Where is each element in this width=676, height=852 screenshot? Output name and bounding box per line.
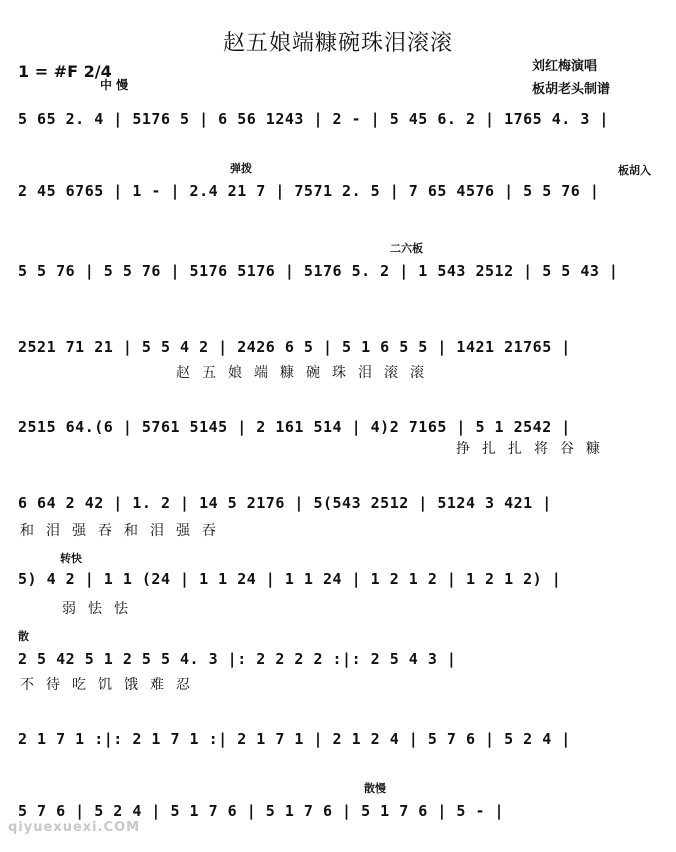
notation-row: 2521 71 21 | 5 5 4 2 | 2426 6 5 | 5 1 6 5 5 | 1421 21765 | [18, 338, 571, 356]
lyric-row: 不待吃饥饿难忍 [20, 677, 202, 693]
lyric-row: 和泪强吞和泪强吞 [20, 523, 228, 539]
score-line-8 [18, 630, 658, 693]
transcriber-credit: 板胡老头制谱 [532, 82, 611, 97]
site-watermark: qiyuexuexi.COM [8, 820, 141, 835]
tempo-section-mark: 二六板 [390, 242, 423, 255]
notation-row: 5 7 6 | 5 2 4 | 5 1 7 6 | 5 1 7 6 | 5 1 7 6 | 5 - | [18, 802, 505, 820]
score-line-9 [18, 720, 658, 760]
notation-row: 2 5 42 5 1 2 5 5 4. 3 |: 2 2 2 2 :|: 2 5 4 3 | [18, 650, 457, 668]
slow-free-tempo-mark: 散慢 [364, 782, 386, 795]
notation-row: 5 65 2. 4 | 5176 5 | 6 56 1243 | 2 - | 5 45 6. 2 | 1765 4. 3 | [18, 110, 609, 128]
key-signature: 1 = #F 2/4 [18, 62, 112, 81]
lyric-row: 挣扎扎将谷糠 [456, 441, 612, 457]
lyric-row: 赵五娘端糠碗珠泪滚滚 [176, 365, 436, 381]
score-line-4 [18, 328, 658, 381]
lyric-row: 弱怯怯 [62, 601, 140, 617]
notation-row: 5 5 76 | 5 5 76 | 5176 5176 | 5176 5. 2 | 1 543 2512 | 5 5 43 | [18, 262, 619, 280]
notation-row: 6 64 2 42 | 1. 2 | 14 5 2176 | 5(543 2512 | 5124 3 421 | [18, 494, 552, 512]
score-line-3 [18, 242, 658, 292]
tempo-change-mark: 转快 [60, 552, 82, 565]
instrument-entry-mark: 板胡入 [618, 164, 651, 177]
notation-row: 2 45 6765 | 1 - | 2.4 21 7 | 7571 2. 5 | 7 65 4576 | 5 5 76 | [18, 182, 600, 200]
notation-row: 5) 4 2 | 1 1 (24 | 1 1 24 | 1 1 24 | 1 2 1 2 | 1 2 1 2) | [18, 570, 562, 588]
score-title: 赵五娘端糠碗珠泪滚滚 [222, 31, 453, 56]
score-line-6 [18, 484, 658, 539]
technique-mark: 弹拨 [230, 162, 252, 175]
tempo-marking: 中 慢 [100, 78, 129, 92]
score-line-1 [18, 100, 658, 140]
score-line-2 [18, 162, 658, 212]
score-line-5 [18, 408, 658, 457]
free-tempo-mark: 散 [18, 630, 29, 643]
singer-credit: 刘红梅演唱 [532, 59, 598, 74]
score-line-7 [18, 552, 658, 617]
notation-row: 2515 64.(6 | 5761 5145 | 2 161 514 | 4)2 7165 | 5 1 2542 | [18, 418, 571, 436]
notation-row: 2 1 7 1 :|: 2 1 7 1 :| 2 1 7 1 | 2 1 2 4 | 5 7 6 | 5 2 4 | [18, 730, 571, 748]
